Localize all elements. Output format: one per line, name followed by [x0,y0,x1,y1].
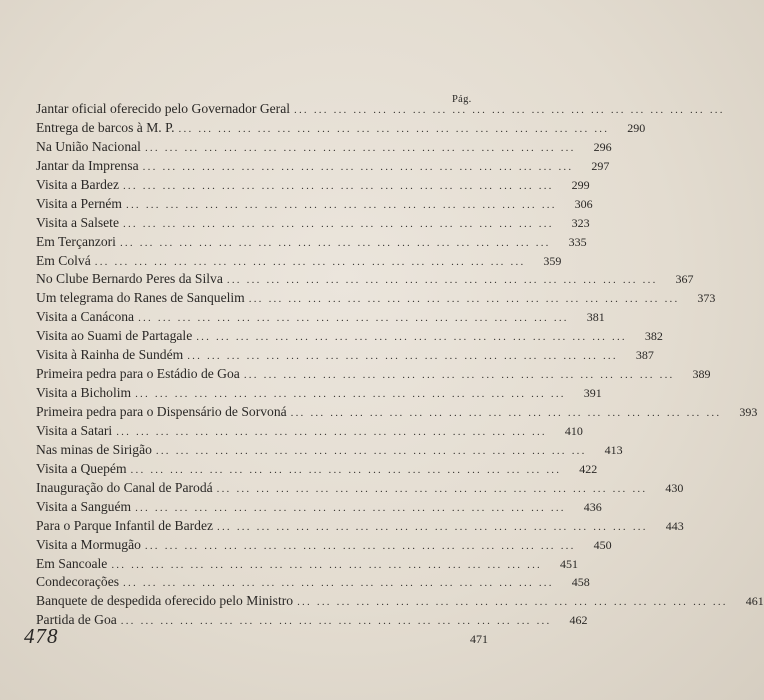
toc-entry [36,422,583,441]
toc-leader-dots: ... ... ... ... ... ... ... ... ... ... ... ... ... ... ... ... ... ... ... ... ... ... [144,141,576,154]
toc-entry [36,630,488,649]
toc-entry [36,592,764,611]
toc-entry-title: Banquete de despedida oferecido pelo Ministro [36,593,294,609]
toc-entry-title: Visita a Mormugão [36,536,141,552]
toc-leader-dots: ... ... ... ... ... ... ... ... ... ... ... ... ... ... ... ... ... ... ... ... ... ... [294,104,725,116]
toc-entry-title: Jantar oficial oferecido pelo Governador Geral [36,101,291,116]
toc-entry-title: Visita a Perném [36,195,123,211]
toc-entry-title: Para o Parque Infantil de Bardez [36,517,214,533]
toc-leader-dots: ... ... ... ... ... ... ... ... ... ... ... ... ... ... ... ... ... ... ... ... ... ... [119,236,551,249]
toc-entry-title: Visita a Satari [36,422,113,438]
toc-leader-dots: ... ... ... ... ... ... ... ... ... ... ... ... ... ... ... ... ... ... ... ... ... ... [135,501,566,514]
toc-entry-page: 382 [644,329,663,344]
toc-entry-page: 306 [574,196,593,211]
toc-entry-title: Jantar da Imprensa [36,157,139,173]
toc-leader-dots: ... ... ... ... ... ... ... ... ... ... ... ... ... ... ... ... ... ... ... ... ... ... [216,482,648,495]
toc-leader-dots: ... ... ... ... ... ... ... ... ... ... ... ... ... ... ... ... ... ... ... ... ... ... [178,122,610,135]
toc-entry-title: Condecorações [36,574,120,590]
toc-entry [36,460,598,479]
toc-entry-page: 458 [571,575,590,590]
toc-entry-page: 296 [593,139,612,154]
toc-leader-dots: ... ... ... ... ... ... ... ... ... ... ... ... ... ... ... ... ... ... ... ... ... ... [120,615,552,628]
toc-entry [36,138,612,157]
toc-entry [36,479,684,498]
toc-leader-dots: ... ... ... ... ... ... ... ... ... ... ... ... ... ... ... ... ... ... ... ... ... ... [297,596,728,609]
toc-entry-title: Em Terçanzori [36,233,116,249]
toc-leader-dots: ... ... ... ... ... ... ... ... ... ... ... ... ... ... ... ... ... ... ... ... ... ... [187,350,618,363]
toc-entry-page: 359 [543,253,562,268]
toc-entry-page: 373 [697,291,716,306]
toc-leader-dots: ... ... ... ... ... ... ... ... ... ... ... ... ... ... ... ... ... ... ... ... ... ... [226,274,658,287]
toc-entry [36,157,610,176]
toc-entry [36,195,593,214]
toc-entry-title: Partida de Goa [36,612,117,628]
toc-entry-page: 381 [586,310,605,325]
toc-leader-dots: ... ... ... ... ... ... ... ... ... ... ... ... ... ... ... ... ... ... ... ... ... ... [126,198,557,211]
page-column-header: Pág. [452,94,472,105]
toc-entry [36,517,684,536]
page-number-folio: 478 [24,624,59,648]
toc-leader-dots: ... ... ... ... ... ... ... ... ... ... ... ... ... ... ... ... ... ... ... ... ... ... [248,293,680,306]
toc-entry-page: 471 [470,632,488,647]
toc-entry-page: 335 [568,234,587,249]
toc-entry-title: Nas minas de Sirigão [36,441,152,457]
toc-leader-dots: ... ... ... ... ... ... ... ... ... ... ... ... ... ... ... ... ... ... ... ... ... ... [196,331,627,344]
toc-entry-page: 297 [591,158,610,173]
toc-leader-dots: ... ... ... ... ... ... ... ... ... ... ... ... ... ... ... ... ... ... ... ... ... ... [217,520,648,533]
toc-entry [36,365,711,384]
toc-entry-page: 461 [745,594,764,609]
toc-entry [36,119,646,138]
toc-leader-dots: ... ... ... ... ... ... ... ... ... ... ... ... ... ... ... ... ... ... ... ... ... ... [142,160,574,173]
toc-entry [36,233,587,252]
toc-entry-title: Primeira pedra para o Dispensário de Sorvoná [36,404,287,419]
toc-entry-page: 451 [560,556,578,571]
toc-entry-page: 436 [583,499,602,514]
toc-entry-title: Um telegrama do Ranes de Sanquelim [36,290,245,306]
toc-entry-title: Visita a Bicholim [36,385,132,401]
toc-entry-page: 462 [569,613,588,628]
toc-entry-title: Visita a Sanguém [36,498,132,514]
toc-leader-dots: ... ... ... ... ... ... ... ... ... ... ... ... ... ... ... ... ... ... ... ... ... ... [130,463,562,476]
toc-leader-dots: ... ... ... ... ... ... ... ... ... ... ... ... ... ... ... ... ... ... ... ... ... ... [243,369,675,382]
toc-entry-title: Na União Nacional [36,138,141,154]
toc-entry [36,573,590,592]
toc-leader-dots: ... ... ... ... ... ... ... ... ... ... ... ... ... ... ... ... ... ... ... ... ... ... [135,388,566,401]
toc-entry-title: Em Colvá [36,252,91,268]
toc-entry [36,346,654,365]
toc-entry [36,555,578,574]
toc-entry-title: Em Sancoale [36,555,108,571]
toc-entry-page: 393 [739,405,758,419]
toc-entry-title: No Clube Bernardo Peres da Silva [36,271,223,287]
toc-leader-dots: ... ... ... ... ... ... ... ... ... ... ... ... ... ... ... ... ... ... ... ... ... ... [94,255,526,268]
toc-entry-page: 410 [564,423,583,438]
toc-entry [36,270,694,289]
toc-entry [36,289,716,308]
toc-leader-dots: ... ... ... ... ... ... ... ... ... ... ... ... ... ... ... ... ... ... ... ... ... ... [155,444,587,457]
toc-entry [36,176,590,195]
toc-entry-title: Visita a Bardez [36,176,119,192]
toc-entry [36,308,605,327]
toc-entry-page: 430 [665,480,684,495]
toc-entry [36,384,602,403]
toc-entry-title: Visita a Quepém [36,460,127,476]
toc-entry [36,100,725,119]
toc-entry-page: 450 [593,537,612,552]
toc-entry-title: Visita a Salsete [36,214,119,230]
toc-entry-title: Entrega de barcos à M. P. [36,119,175,135]
toc-entry [36,252,562,271]
toc-entry-page: 391 [583,386,602,401]
toc-entry [36,327,663,346]
toc-leader-dots: ... ... ... ... ... ... ... ... ... ... ... ... ... ... ... ... ... ... ... ... ... ... [290,407,722,419]
toc-entry [36,214,590,233]
toc-leader-dots: ... ... ... ... ... ... ... ... ... ... ... ... ... ... ... ... ... ... ... ... ... ... [111,558,542,571]
toc-entry-page: 389 [692,367,711,382]
toc-entry-page: 299 [571,177,590,192]
toc-leader-dots: ... ... ... ... ... ... ... ... ... ... ... ... ... ... ... ... ... ... ... ... ... ... [123,577,554,590]
toc-leader-dots: ... ... ... ... ... ... ... ... ... ... ... ... ... ... ... ... ... ... ... ... ... ... [144,539,576,552]
toc-leader-dots: ... ... ... ... ... ... ... ... ... ... ... ... ... ... ... ... ... ... ... ... ... ... [122,179,554,192]
toc-entry [36,441,623,460]
toc-entry-page: 387 [635,348,654,363]
toc-entry-title: Visita ao Suami de Partagale [36,328,193,344]
toc-leader-dots: ... ... ... ... ... ... ... ... ... ... ... ... ... ... ... ... ... ... ... ... ... ... [138,312,569,325]
toc-leader-dots: ... ... ... ... ... ... ... ... ... ... ... ... ... ... ... ... ... ... ... ... ... ... [116,425,547,438]
toc-entry [36,498,602,517]
table-of-contents [36,100,764,649]
toc-entry-title: Primeira pedra para o Estádio de Goa [36,366,240,382]
toc-entry-page: 290 [627,120,646,135]
toc-entry-page: 323 [571,215,590,230]
toc-entry [36,403,758,422]
toc-entry-page: 413 [604,442,623,457]
toc-entry [36,611,588,630]
toc-entry-title: Visita a Canácona [36,309,135,325]
toc-entry [36,536,612,555]
toc-entry-page: 367 [675,272,694,287]
toc-leader-dots: ... ... ... ... ... ... ... ... ... ... ... ... ... ... ... ... ... ... ... ... ... ... [123,217,554,230]
toc-entry-title: Inauguração do Canal de Parodá [36,479,213,495]
toc-entry-title: Visita à Rainha de Sundém [36,347,184,363]
toc-entry-page: 443 [665,518,684,533]
toc-entry-page: 422 [579,461,598,476]
